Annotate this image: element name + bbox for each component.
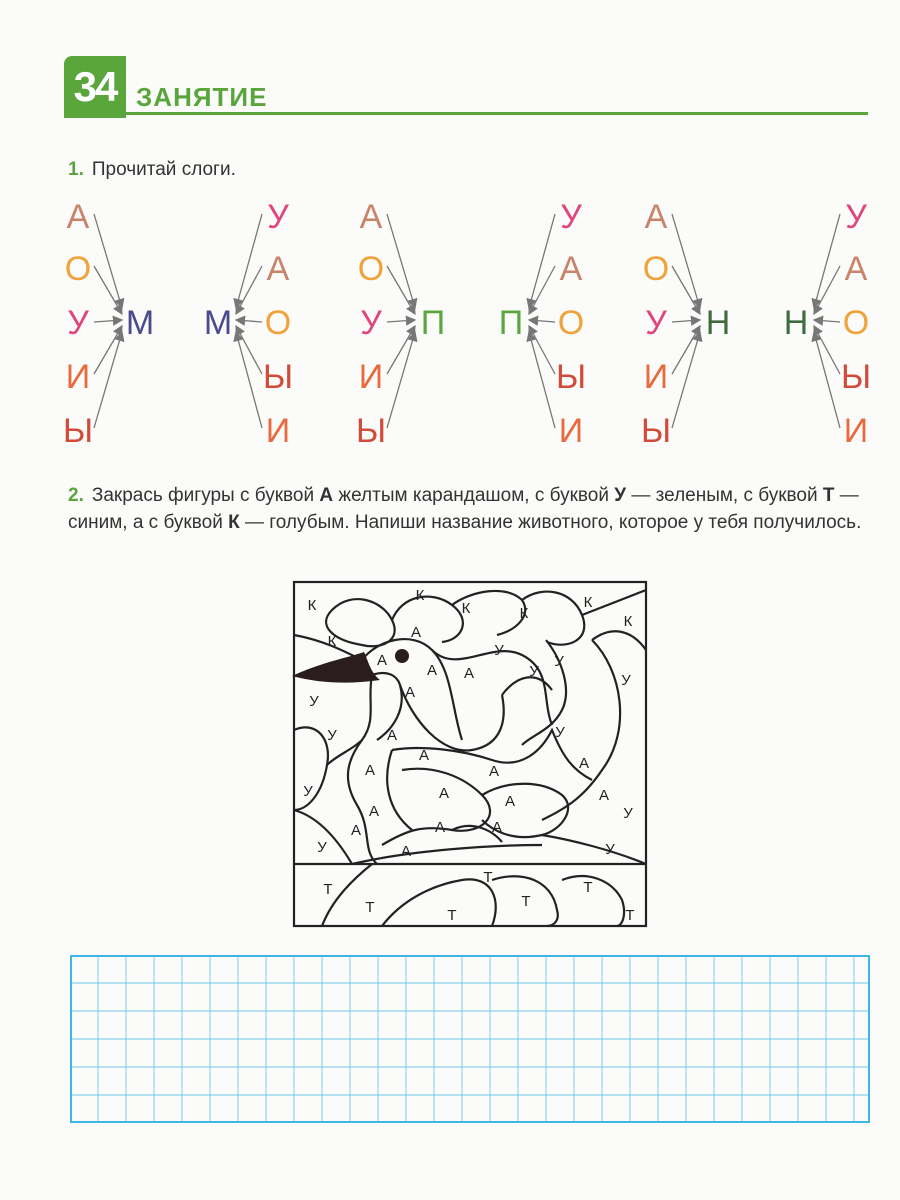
- piece-letter-a: А: [364, 762, 376, 779]
- consonant-letter: Н: [705, 304, 731, 342]
- task-2-letter-u: У: [614, 485, 627, 506]
- piece-letter-a: А: [488, 763, 500, 780]
- piece-letter-k: К: [307, 597, 317, 614]
- syllable-group: [200, 190, 340, 450]
- piece-letter-a: А: [368, 803, 380, 820]
- vowel-letter: О: [642, 250, 670, 288]
- vowel-letter: А: [66, 198, 90, 236]
- vowel-letter: Ы: [262, 358, 294, 396]
- task-2-text-part: — зеленым, с буквой: [626, 485, 823, 506]
- syllable-arrow: [529, 326, 555, 374]
- piece-letter-t: Т: [447, 907, 457, 924]
- piece-letter-u: У: [621, 672, 631, 689]
- lesson-title: ЗАНЯТИЕ: [136, 82, 268, 112]
- syllable-arrow: [94, 320, 122, 322]
- piece-letter-k: К: [583, 594, 593, 611]
- vowel-letter: О: [842, 304, 870, 342]
- piece-letter-u: У: [605, 841, 615, 858]
- syllable-arrow: [94, 332, 122, 428]
- consonant-letter: М: [125, 304, 155, 342]
- piece-letter-a: А: [434, 819, 446, 836]
- vowel-letter: Ы: [62, 412, 94, 450]
- syllable-group: [62, 190, 202, 450]
- vowel-letter: А: [359, 198, 383, 236]
- syllable-arrow: [94, 266, 122, 314]
- syllable-group-drawing: [640, 190, 780, 450]
- vowel-letter: О: [357, 250, 385, 288]
- vowel-letter: И: [843, 412, 869, 450]
- syllable-group: [355, 190, 495, 450]
- piece-letter-u: У: [494, 642, 504, 659]
- vowel-letter: И: [643, 358, 669, 396]
- syllable-arrow: [387, 326, 415, 374]
- syllable-group: [778, 190, 900, 450]
- syllable-arrow: [814, 332, 840, 428]
- syllable-arrow: [814, 266, 840, 314]
- syllable-arrow: [672, 320, 700, 322]
- syllable-arrow: [814, 326, 840, 374]
- vowel-letter: А: [644, 198, 668, 236]
- syllable-arrow: [94, 214, 122, 308]
- vowel-letter: У: [560, 198, 582, 236]
- piece-letter-t: Т: [323, 881, 333, 898]
- vowel-letter: У: [645, 304, 667, 342]
- piece-letter-a: А: [426, 662, 438, 679]
- piece-letter-a: А: [350, 822, 362, 839]
- syllable-arrow: [672, 326, 700, 374]
- syllable-arrow: [529, 332, 555, 428]
- syllable-arrow: [529, 320, 555, 322]
- vowel-letter: О: [264, 304, 292, 342]
- task-2-text-part: — синим, а с буквой: [68, 485, 859, 533]
- task-1: [68, 156, 236, 183]
- syllable-arrow: [672, 332, 700, 428]
- task-1-number: 1.: [68, 159, 84, 180]
- task-2-text-part: — голубым. Напиши название животного, которое у тебя получилось.: [239, 512, 862, 533]
- vowel-letter: У: [67, 304, 89, 342]
- piece-letter-u: У: [309, 693, 319, 710]
- piece-letter-a: А: [400, 843, 412, 860]
- syllable-arrow: [236, 326, 262, 374]
- syllable-arrow: [814, 320, 840, 322]
- consonant-letter: П: [498, 304, 524, 342]
- syllable-arrow: [672, 266, 700, 314]
- piece-letter-a: А: [438, 785, 450, 802]
- syllable-group-drawing: [62, 190, 202, 450]
- task-2-letter-t: Т: [822, 485, 835, 506]
- piece-letter-t: Т: [625, 907, 635, 924]
- piece-letter-k: К: [461, 600, 471, 617]
- piece-letter-t: Т: [483, 869, 493, 886]
- piece-letter-u: У: [327, 727, 337, 744]
- syllable-group: [640, 190, 780, 450]
- piece-letter-t: Т: [365, 899, 375, 916]
- task-2: [68, 482, 888, 536]
- syllable-arrow: [236, 332, 262, 428]
- consonant-letter: Н: [783, 304, 809, 342]
- syllable-arrow: [814, 214, 840, 308]
- piece-letter-a: А: [418, 747, 430, 764]
- task-2-number: 2.: [68, 485, 84, 506]
- syllable-arrow: [236, 214, 262, 308]
- vowel-letter: Ы: [840, 358, 872, 396]
- piece-letter-a: А: [504, 793, 516, 810]
- syllable-diagrams: [0, 190, 900, 450]
- vowel-letter: У: [267, 198, 289, 236]
- vowel-letter: Ы: [555, 358, 587, 396]
- vowel-letter: А: [559, 250, 583, 288]
- syllable-arrow: [387, 332, 415, 428]
- syllable-arrow: [387, 214, 415, 308]
- task-2-letter-a: А: [319, 485, 334, 506]
- piece-letter-k: К: [415, 587, 425, 604]
- piece-letter-k: К: [519, 605, 529, 622]
- piece-letter-a: А: [376, 652, 388, 669]
- lesson-number: 34: [64, 56, 126, 118]
- piece-letter-a: А: [386, 727, 398, 744]
- syllable-arrow: [387, 266, 415, 314]
- syllable-group-drawing: [355, 190, 495, 450]
- vowel-letter: Ы: [355, 412, 387, 450]
- piece-letter-a: А: [404, 684, 416, 701]
- task-1-text: Прочитай слоги.: [91, 159, 236, 180]
- vowel-letter: У: [360, 304, 382, 342]
- piece-letter-u: У: [554, 653, 564, 670]
- vowel-letter: У: [845, 198, 867, 236]
- syllable-group-drawing: [200, 190, 340, 450]
- vowel-letter: И: [358, 358, 384, 396]
- syllable-arrow: [236, 266, 262, 314]
- piece-letter-a: А: [463, 665, 475, 682]
- vowel-letter: О: [557, 304, 585, 342]
- vowel-letter: А: [844, 250, 868, 288]
- syllable-arrow: [387, 320, 415, 322]
- syllable-arrow: [94, 326, 122, 374]
- grid-lines[interactable]: [70, 955, 870, 1123]
- piece-letter-t: Т: [583, 879, 593, 896]
- header-rule: [126, 112, 868, 115]
- swan-puzzle-drawing[interactable]: [292, 580, 652, 930]
- vowel-letter: А: [266, 250, 290, 288]
- syllable-group: [493, 190, 633, 450]
- task-2-text-part: Закрась фигуры с буквой: [91, 485, 320, 506]
- consonant-letter: М: [203, 304, 233, 342]
- syllable-arrow: [529, 266, 555, 314]
- answer-writing-grid[interactable]: [70, 955, 870, 1123]
- vowel-letter: Ы: [640, 412, 672, 450]
- task-2-text-part: желтым карандашом, с буквой: [333, 485, 615, 506]
- piece-letter-a: А: [410, 624, 422, 641]
- lesson-header: [64, 56, 868, 118]
- piece-letter-a: А: [598, 787, 610, 804]
- piece-letter-u: У: [623, 805, 633, 822]
- piece-letter-u: У: [303, 783, 313, 800]
- syllable-group-drawing: [778, 190, 900, 450]
- piece-letter-a: А: [578, 755, 590, 772]
- task-2-letter-k: К: [228, 512, 240, 533]
- vowel-letter: И: [65, 358, 91, 396]
- syllable-arrow: [672, 214, 700, 308]
- syllable-arrow: [529, 214, 555, 308]
- piece-letter-a: А: [491, 819, 503, 836]
- vowel-letter: О: [64, 250, 92, 288]
- vowel-letter: И: [558, 412, 584, 450]
- syllable-arrow: [236, 320, 262, 322]
- piece-letter-k: К: [623, 613, 633, 630]
- piece-letter-u: У: [529, 663, 539, 680]
- consonant-letter: П: [420, 304, 446, 342]
- vowel-letter: И: [265, 412, 291, 450]
- piece-letter-u: У: [317, 839, 327, 856]
- piece-letter-t: Т: [521, 893, 531, 910]
- piece-letter-u: У: [555, 724, 565, 741]
- piece-letter-k: К: [327, 633, 337, 650]
- color-by-letter-picture[interactable]: [292, 580, 652, 935]
- syllable-group-drawing: [493, 190, 633, 450]
